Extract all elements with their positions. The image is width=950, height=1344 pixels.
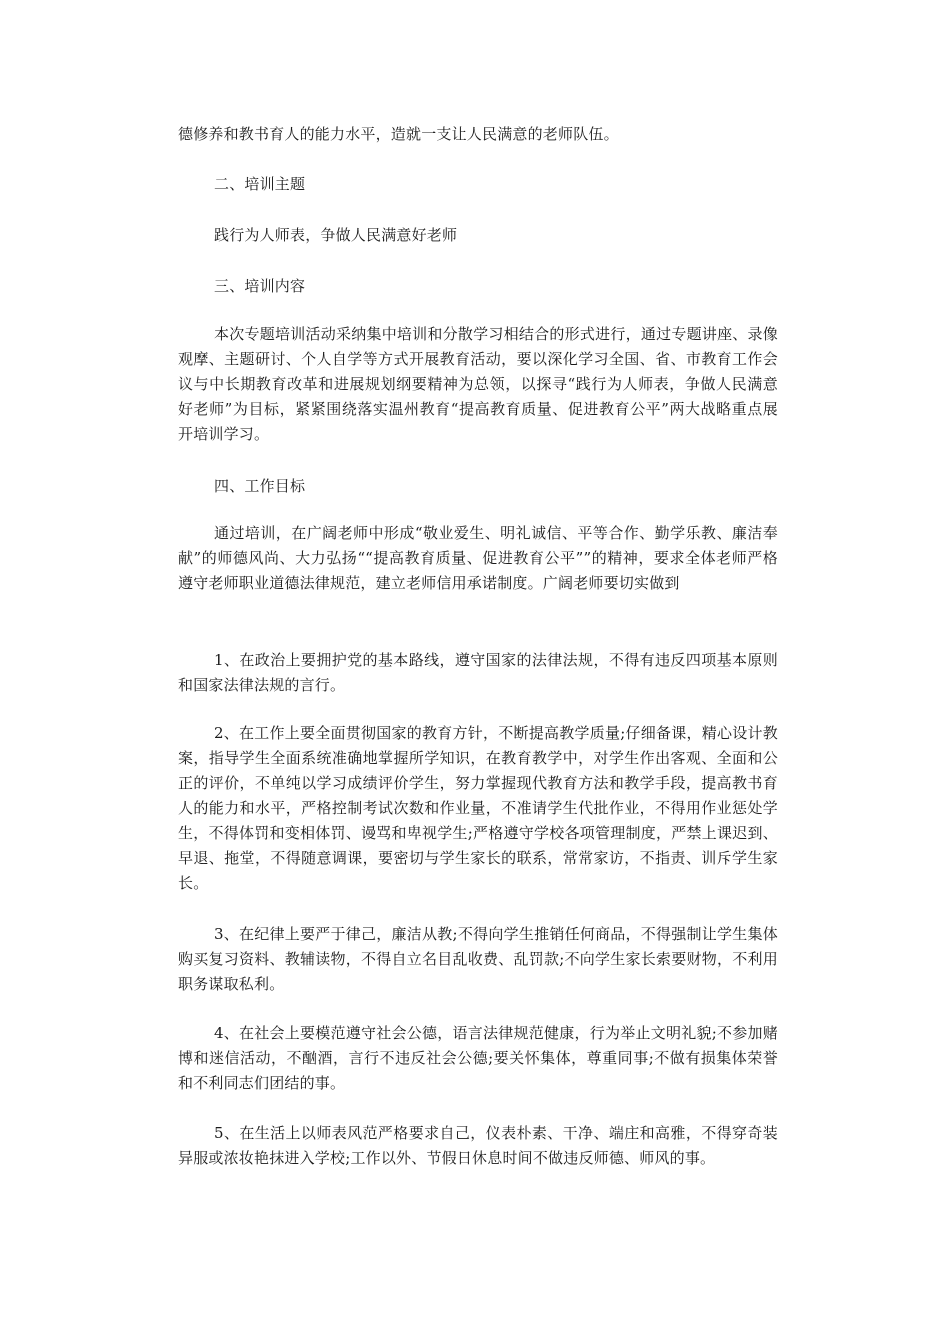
list-item-2: 2、在工作上要全面贯彻国家的教育方针，不断提高教学质量;仔细备课，精心设计教案，指导学生全面系统准确地掌握所学知识，在教育教学中，对学生作出客观、全面和公正的评价，不单纯以学习成绩评价学生，努力掌握现代教育方法和教学手段，提高教书育人的能力和水平，严格控制考试次数和作业量，不准请学生代批作业，不得用作业惩处学生，不得体罚和变相体罚、谩骂和卑视学生;严格遵守学校各项管理制度，严禁上课迟到、早退、拖堂，不得随意调课，要密切与学生家长的联系，常常家访，不指责、训斥学生家长。 (178, 724, 778, 892)
section-3-paragraph: 本次专题培训活动采纳集中培训和分散学习相结合的形式进行，通过专题讲座、录像观摩、主题研讨、个人自学等方式开展教育活动，要以深化学习全国、省、市教育工作会议与中长期教育改革和进展规划纲要精神为总领，以探寻“践行为人师表，争做人民满意好老师”为目标，紧紧围绕落实温州教育“提高教育质量、促进教育公平”两大战略重点展开培训学习。 (178, 325, 778, 443)
list-item-3: 3、在纪律上要严于律己，廉洁从教;不得向学生推销任何商品，不得强制让学生集体购买复习资料、教辅读物，不得自立名目乱收费、乱罚款;不向学生家长索要财物，不利用职务谋取私利。 (178, 925, 778, 993)
section-4-heading: 四、工作目标 (214, 477, 306, 495)
section-2-text: 践行为人师表，争做人民满意好老师 (214, 226, 458, 244)
section-4-paragraph: 通过培训，在广阔老师中形成“敬业爱生、明礼诚信、平等合作、勤学乐教、廉洁奉献”的师德风尚、大力弘扬““提高教育质量、促进教育公平””的精神，要求全体老师严格遵守老师职业道德法律规范，建立老师信用承诺制度。广阔老师要切实做到 (178, 524, 778, 592)
section-2-heading: 二、培训主题 (214, 175, 306, 193)
list-item-1: 1、在政治上要拥护党的基本路线，遵守国家的法律法规，不得有违反四项基本原则和国家法律法规的言行。 (178, 651, 778, 694)
list-item-5: 5、在生活上以师表风范严格要求自己，仪表朴素、干净、端庄和高雅，不得穿奇装异服或浓妆艳抹进入学校;工作以外、节假日休息时间不做违反师德、师风的事。 (178, 1124, 778, 1167)
list-item-4: 4、在社会上要模范遵守社会公德，语言法律规范健康，行为举止文明礼貌;不参加赌博和迷信活动，不酗酒，言行不违反社会公德;要关怀集体，尊重同事;不做有损集体荣誉和不利同志们团结的事。 (178, 1024, 778, 1092)
section-3-heading: 三、培训内容 (214, 277, 306, 295)
intro-tail-paragraph: 德修养和教书育人的能力水平，造就一支让人民满意的老师队伍。 (178, 125, 619, 143)
